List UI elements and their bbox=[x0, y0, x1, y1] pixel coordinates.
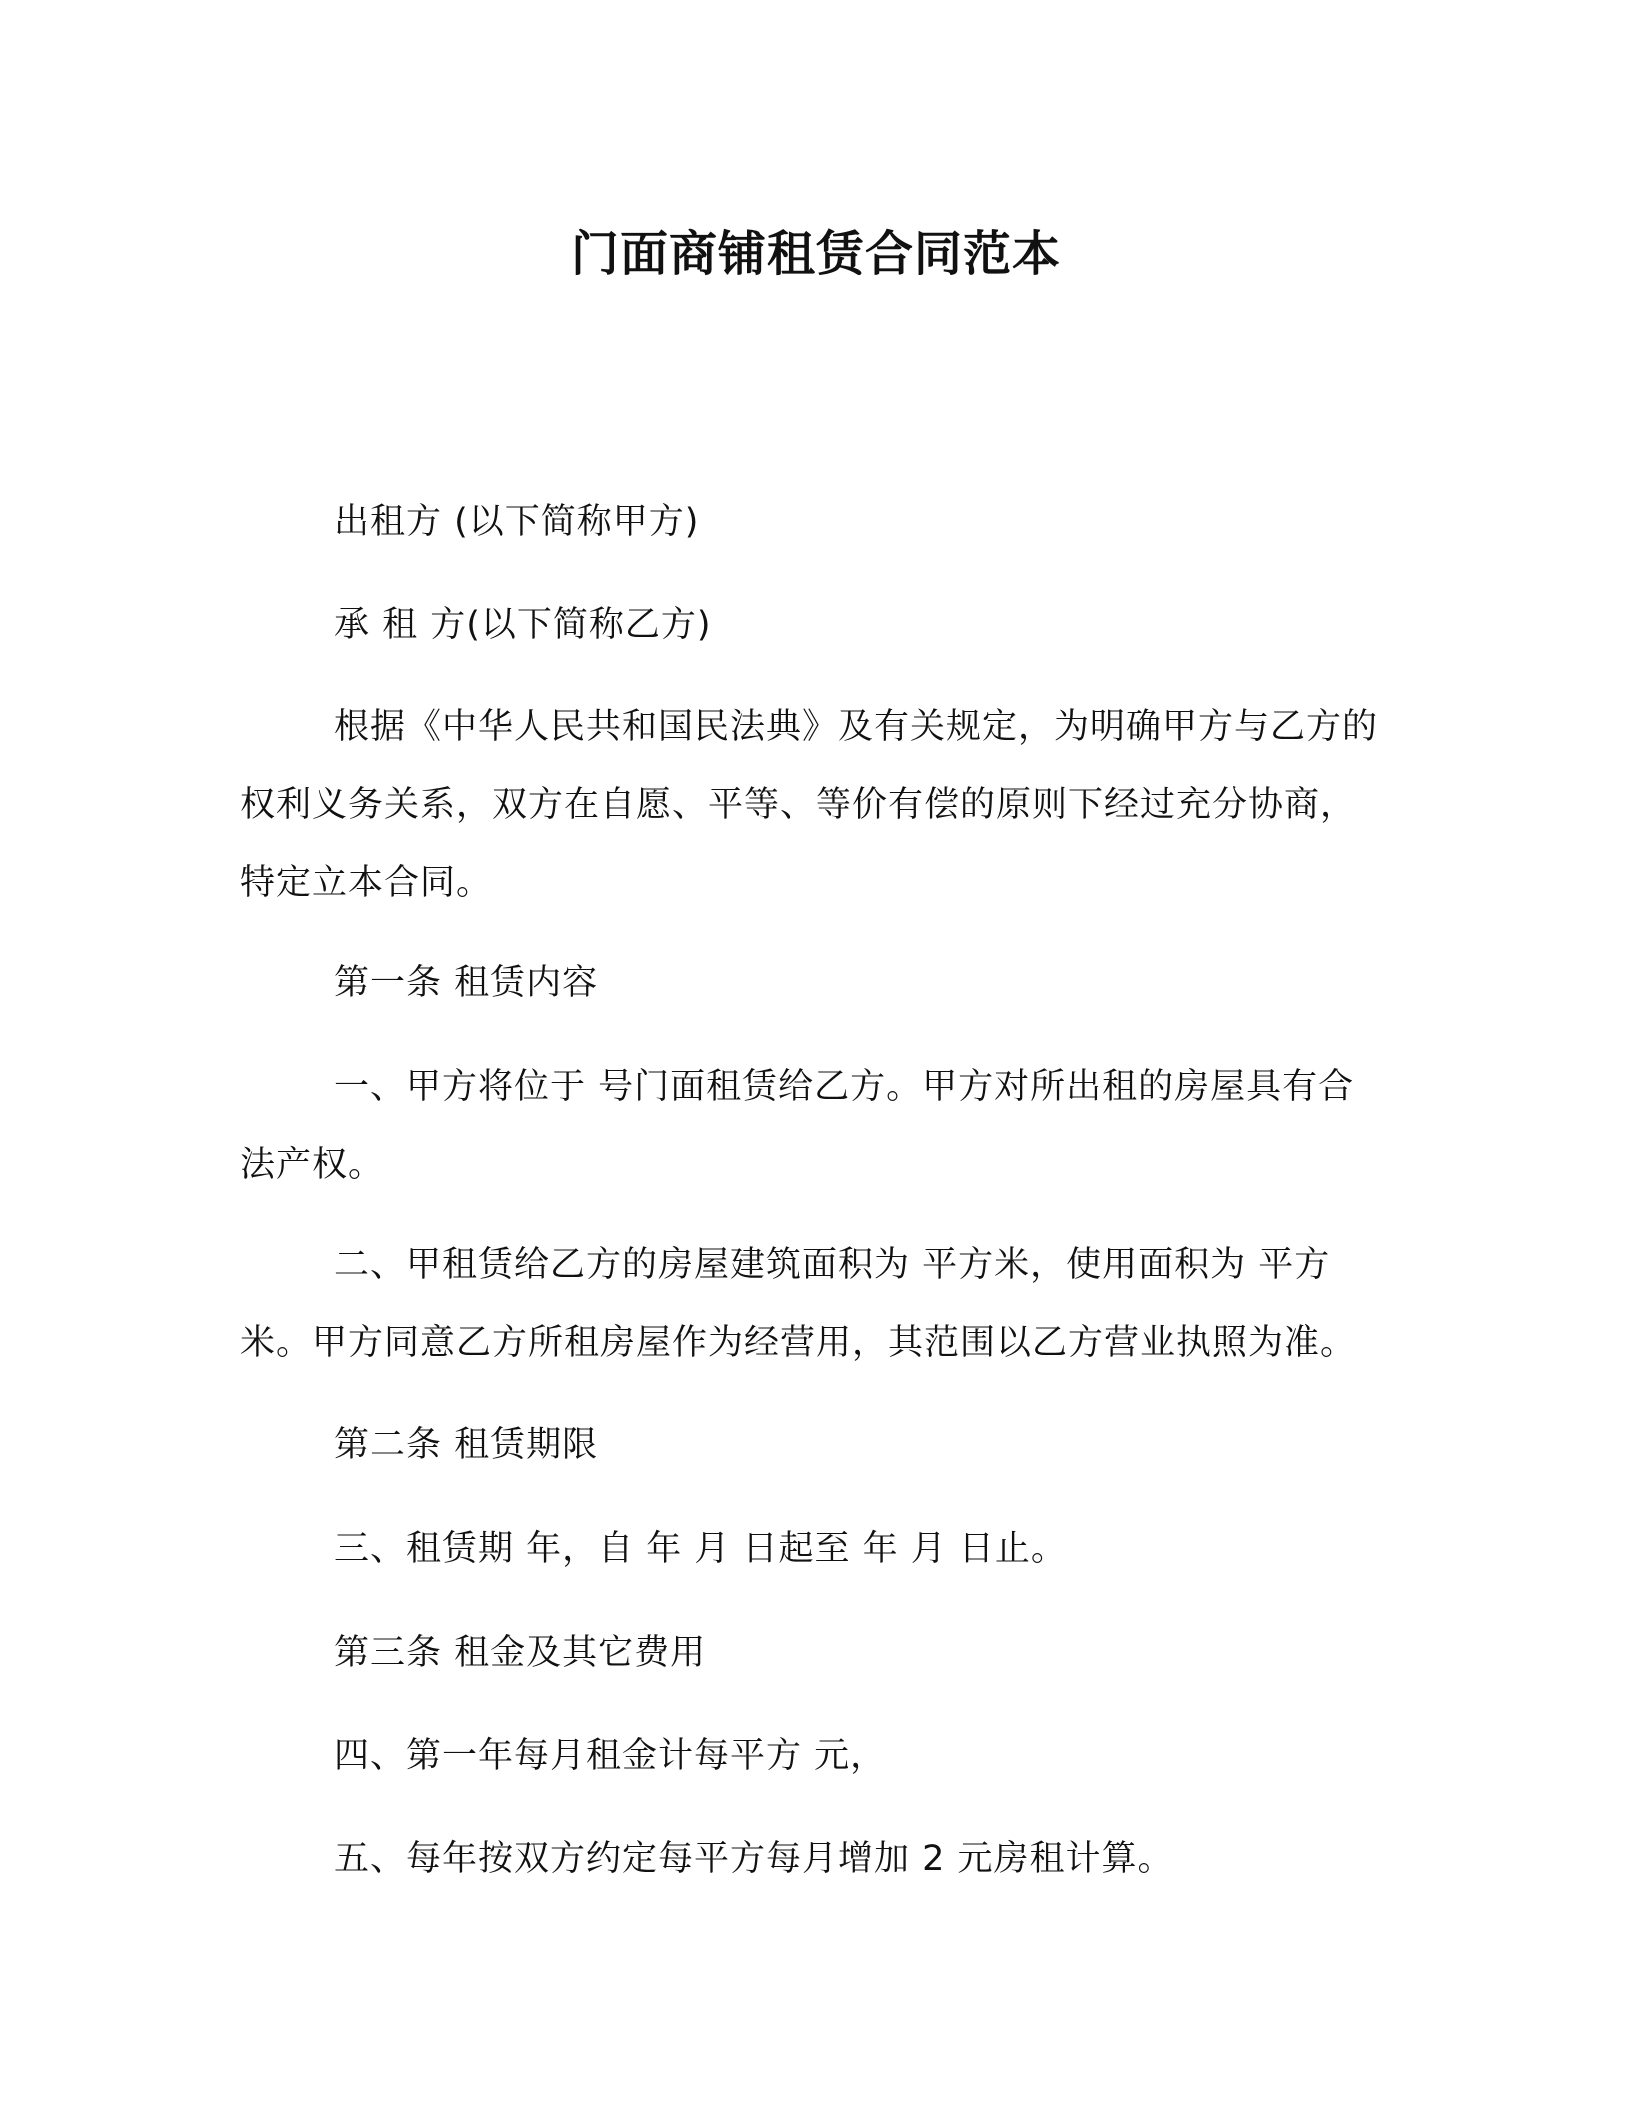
paragraph-preamble: 根据《中华人民共和国民法典》及有关规定，为明确甲方与乙方的权利义务关系，双方在自愿、平等、等价有偿的原则下经过充分协商，特定立本合同。 bbox=[240, 707, 1379, 903]
paragraph-clause-2: 二、甲租赁给乙方的房屋建筑面积为 平方米，使用面积为 平方米。甲方同意乙方所租房屋作为经营用，其范围以乙方营业执照为准。 bbox=[240, 1245, 1357, 1363]
heading-article-3: 第三条 租金及其它费用 bbox=[334, 1633, 707, 1673]
paragraph-lessor: 出租方 (以下简称甲方) bbox=[334, 502, 700, 542]
document-title: 门面商铺租赁合同范本 bbox=[570, 226, 1061, 282]
paragraph-clause-5: 五、每年按双方约定每平方每月增加 2 元房租计算。 bbox=[334, 1839, 1174, 1879]
paragraph-lessee: 承 租 方(以下简称乙方) bbox=[334, 605, 712, 645]
paragraph-clause-3: 三、租赁期 年，自 年 月 日起至 年 月 日止。 bbox=[334, 1529, 1067, 1569]
heading-article-2: 第二条 租赁期限 bbox=[334, 1425, 599, 1465]
paragraph-clause-1: 一、甲方将位于 号门面租赁给乙方。甲方对所出租的房屋具有合法产权。 bbox=[240, 1067, 1355, 1185]
heading-article-1: 第一条 租赁内容 bbox=[334, 963, 599, 1003]
paragraph-clause-4: 四、第一年每月租金计每平方 元， bbox=[334, 1736, 887, 1776]
